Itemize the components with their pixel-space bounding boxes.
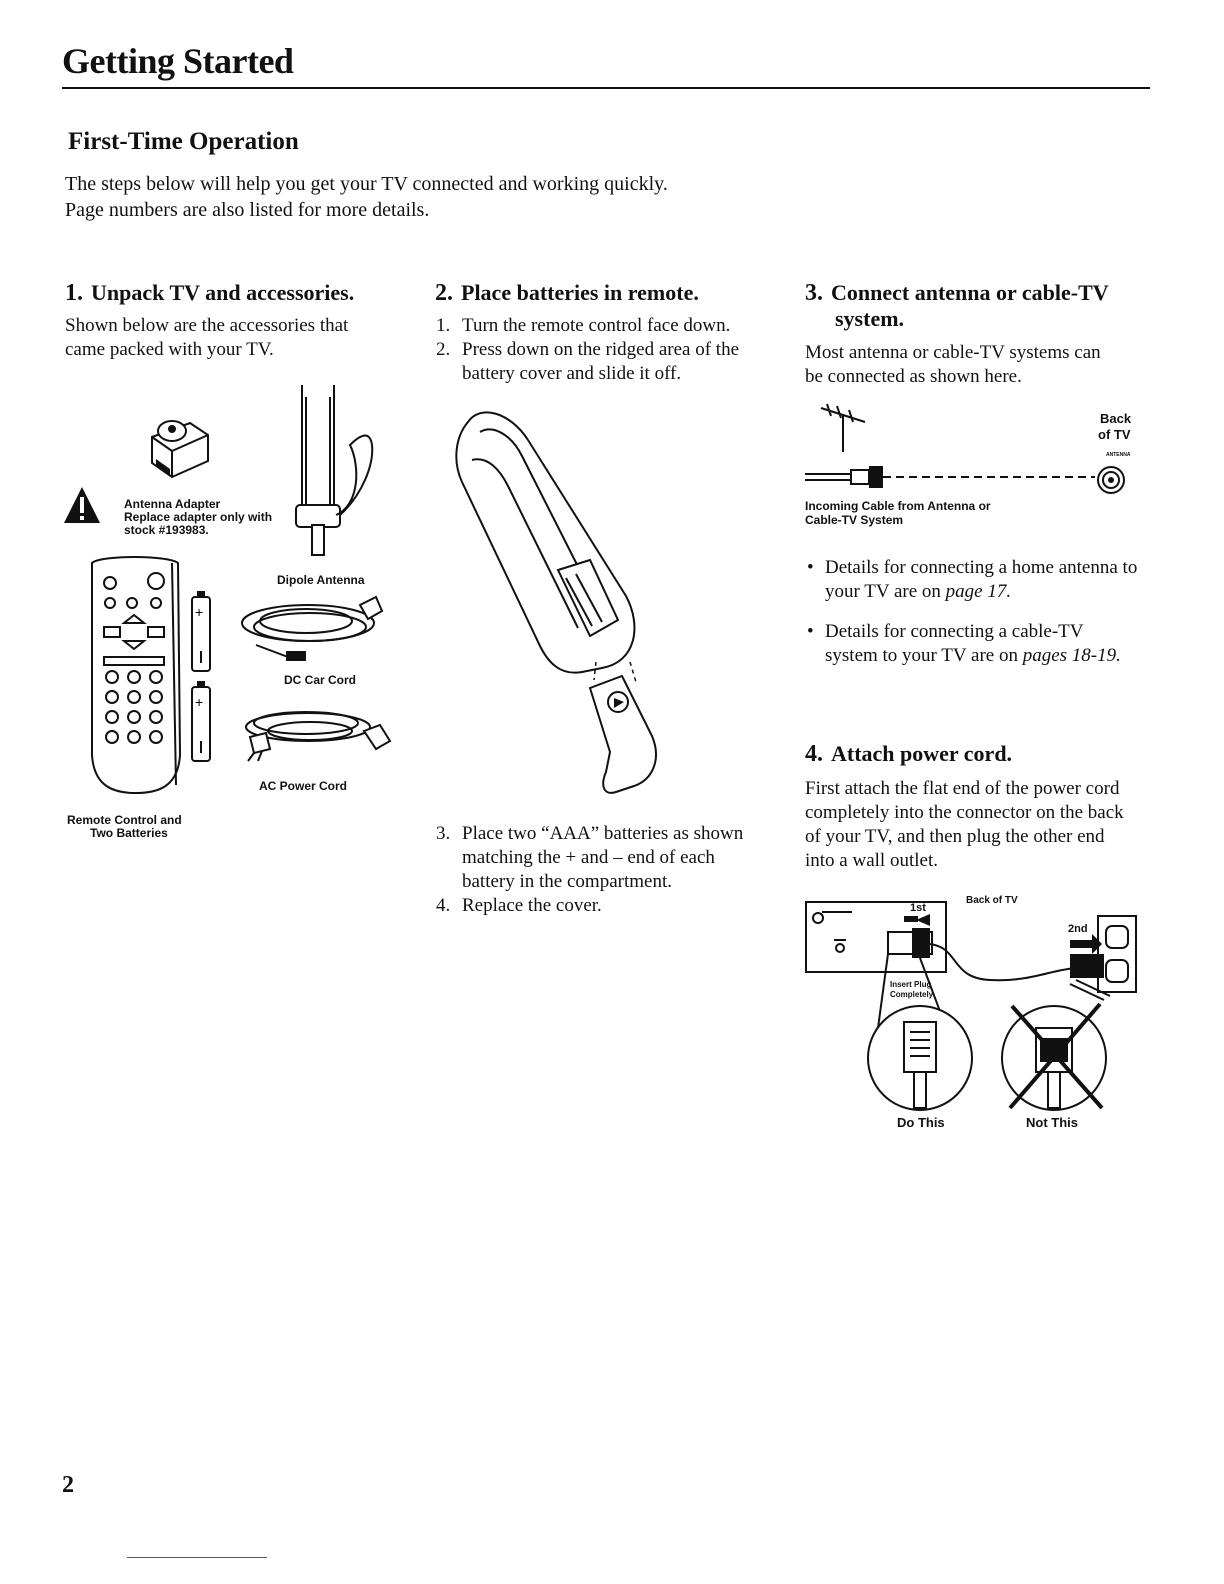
antenna-adapter-icon <box>152 421 208 477</box>
insert-plug-label-2: Completely <box>890 990 934 999</box>
intro-line-2: Page numbers are also listed for more details. <box>65 199 430 221</box>
page-title: Getting Started <box>62 41 294 81</box>
warning-icon <box>64 487 100 523</box>
footer-rule <box>127 1557 267 1558</box>
step2-heading-text: Place batteries in remote. <box>461 280 699 305</box>
step2-heading <box>435 280 765 306</box>
list-item: 2. Press down on the ridged area of the battery cover and slide it off. <box>436 339 740 384</box>
list-item: • Details for connecting a home antenna to your TV are on page 17. <box>807 557 1138 602</box>
dipole-antenna-icon <box>296 385 372 555</box>
step1-body <box>65 314 395 362</box>
step1-body-line-1: Shown below are the accessories that <box>65 315 349 336</box>
caption-remote-2: Two Batteries <box>90 826 168 840</box>
step4-body-line-3: of your TV, and then plug the other end <box>805 826 1105 847</box>
dc-car-cord-icon <box>242 597 382 661</box>
caption-antenna-adapter: Antenna Adapter <box>124 497 221 511</box>
antenna-jack-label: ANTENNA <box>1106 452 1131 458</box>
step4-body <box>805 777 1150 873</box>
step4-heading-text: Attach power cord. <box>831 741 1013 766</box>
list-item: • Details for connecting a cable-TV system to your TV are on pages 18-19. <box>807 621 1121 666</box>
svg-text:+: + <box>195 604 204 620</box>
caption-dc-car-cord: DC Car Cord <box>284 673 357 687</box>
incoming-cable-label-2: Cable-TV System <box>805 513 904 527</box>
page-ref: page 17. <box>945 581 1012 602</box>
second-step-label: 2nd <box>1068 923 1088 935</box>
antenna-connection-diagram <box>805 400 1145 500</box>
step4-number: 4. <box>805 741 823 767</box>
remote-battery-illustration <box>440 400 660 800</box>
step2-number: 2. <box>435 280 453 306</box>
step3-heading-line-2: system. <box>835 306 905 331</box>
step1-number: 1. <box>65 280 83 306</box>
step4-body-line-2: completely into the connector on the back <box>805 802 1124 823</box>
do-this-label: Do This <box>897 1115 945 1130</box>
do-this-circle-icon <box>868 1006 972 1110</box>
step3-details <box>805 556 1140 684</box>
remote-back-icon <box>456 412 634 672</box>
caption-remote-1: Remote Control and <box>67 813 182 827</box>
section-heading: First-Time Operation <box>68 128 299 155</box>
accessories-illustration <box>60 375 400 835</box>
remote-control-icon <box>92 557 180 793</box>
step3-heading <box>805 280 1145 332</box>
battery-cover-icon <box>590 662 656 793</box>
back-of-tv-label: Back of TV <box>966 895 1018 906</box>
caption-adapter-note-1: Replace adapter only with <box>124 510 273 524</box>
insert-plug-label-1: Insert Plug <box>890 980 932 989</box>
step4-body-line-1: First attach the flat end of the power cord <box>805 778 1120 799</box>
step3-body <box>805 341 1145 389</box>
back-of-tv-label-2: of TV <box>1098 427 1131 442</box>
step4-heading <box>805 741 1145 767</box>
list-item: 3. Place two “AAA” batteries as shown matching the + and – end of each battery in the compartment. <box>436 823 744 892</box>
step3-heading-line-1: Connect antenna or cable-TV <box>831 280 1109 305</box>
cable-connector-icon <box>851 466 883 488</box>
step3-body-line-1: Most antenna or cable-TV systems can <box>805 342 1101 363</box>
caption-dipole-antenna: Dipole Antenna <box>277 573 365 587</box>
step3-number: 3. <box>805 280 823 306</box>
intro-line-1: The steps below will help you get your TV connected and working quickly. <box>65 173 668 195</box>
roof-antenna-icon <box>821 404 865 452</box>
step2-list-bottom <box>436 822 766 918</box>
step3-body-line-2: be connected as shown here. <box>805 366 1022 387</box>
step2-list-top <box>436 314 766 386</box>
list-item: 4. Replace the cover. <box>436 895 602 916</box>
first-step-label: 1st <box>910 902 926 914</box>
step1-heading-text: Unpack TV and accessories. <box>91 280 355 305</box>
antenna-jack-icon <box>1098 467 1124 493</box>
battery-icon <box>192 591 210 761</box>
not-this-circle-icon <box>1002 1004 1106 1110</box>
list-item: 1. Turn the remote control face down. <box>436 315 731 336</box>
caption-adapter-note-2: stock #193983. <box>124 523 209 537</box>
page-number: 2 <box>62 1472 74 1498</box>
page-ref: pages 18-19. <box>1022 645 1121 666</box>
step1-heading <box>65 280 385 306</box>
ac-power-cord-icon <box>246 712 390 761</box>
title-rule <box>62 87 1150 89</box>
svg-text:+: + <box>195 694 204 710</box>
not-this-label: Not This <box>1026 1115 1078 1130</box>
power-cord-diagram <box>800 888 1145 1113</box>
incoming-cable-label-1: Incoming Cable from Antenna or <box>805 499 991 513</box>
step4-body-line-4: into a wall outlet. <box>805 850 938 871</box>
caption-ac-power-cord: AC Power Cord <box>259 779 348 793</box>
step1-body-line-2: came packed with your TV. <box>65 339 274 360</box>
back-of-tv-label-1: Back <box>1100 411 1132 426</box>
